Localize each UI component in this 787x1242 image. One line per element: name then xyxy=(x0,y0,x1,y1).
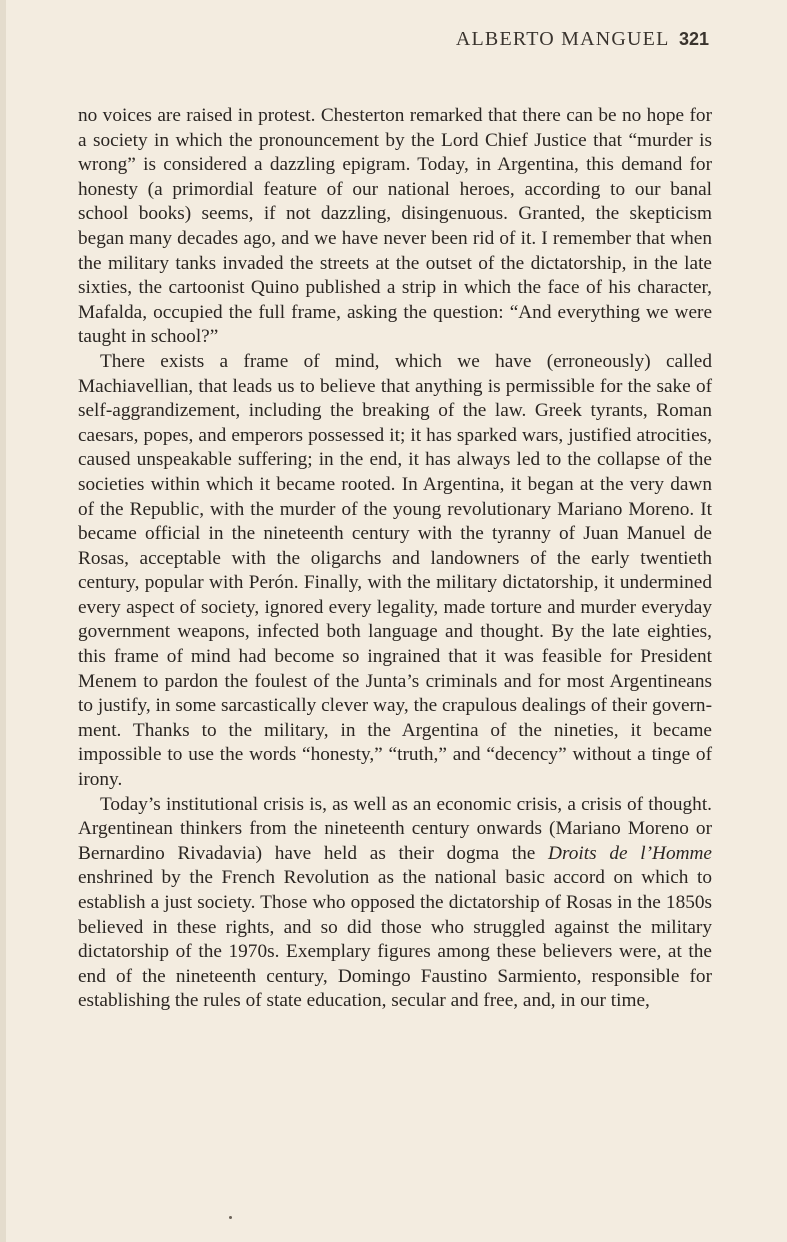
body-text xyxy=(78,104,712,1014)
running-head xyxy=(456,28,709,51)
page-number: 321 xyxy=(678,29,709,49)
paragraph-3 xyxy=(78,793,712,1014)
paragraph-3-italic-title: Droits de l’Homme xyxy=(548,842,712,864)
paragraph-2: There exists a frame of mind, which we have (erroneously) called Machiavellian, that leads us to believe that anything is permissible for the sake of self-aggrandizement, including the breaking of the law. Greek tyrants, Roman caesars, popes, and emperors possessed it; it has sparked wars, justified atrocities, caused unspeakable suffering; in the end, it has always led to the collapse of the societies within which it became rooted. In Argentina, it began at the very dawn of the Republic, with the murder of the young revolutionary Mariano Moreno. It became official in the nineteenth century with the tyranny of Juan Manuel de Rosas, acceptable with the oligarchs and landowners of the early twentieth century, popular with Perón. Finally, with the military dictatorship, it undermined every aspect of society, ignored every legality, made torture and murder everyday government weapons, infected both language and thought. By the late eighties, this frame of mind had become so ingrained that it was feasible for President Menem to pardon the foulest of the Junta’s criminals and for most Argentineans to justify, in some sarcastically clever way, the crapulous dealings of their government. Thanks to the military, in the Argentina of the nineties, it became impossible to use the words “honesty,” “truth,” and “decency” without a tinge of irony. xyxy=(78,350,712,791)
paragraph-1: no voices are raised in protest. Chesterton remarked that there can be no hope for a society in which the pronouncement by the Lord Chief Justice that “murder is wrong” is considered a dazzling epigram. Today, in Argentina, this demand for honesty (a primordial feature of our national heroes, according to our banal school books) seems, if not dazzling, disingenuous. Granted, the skepticism began many decades ago, and we have never been rid of it. I remember that when the military tanks invaded the streets at the outset of the dictatorship, in the late sixties, the cartoonist Quino published a strip in which the face of his character, Mafalda, occupied the full frame, asking the question: “And everything we were taught in school?” xyxy=(78,105,712,348)
page-edge xyxy=(0,0,6,1242)
running-head-author: ALBERTO MANGUEL xyxy=(455,28,669,50)
paper-speck xyxy=(229,1216,232,1219)
paragraph-3-text-end: enshrined by the French Revolution as the national basic accord on which to establish a just society. Those who opposed the dictatorship of Rosas in the 1850s believed in these rights, and so did those who struggled against the military dictatorship of the 1970s. Exemplary figures among these believers were, at the end of the nineteenth century, Domingo Faustino Sarmiento, responsible for establishing the rules of state education, secular and free, and, in our time, xyxy=(78,867,712,1012)
paragraph-3-text-start: Today’s institutional crisis is, as well as an economic crisis, a crisis of thought. Argentinean thinkers from the nineteenth century onwards (Mariano Moreno or Bernardino Rivadavia) have held as their dogma the xyxy=(78,793,712,864)
